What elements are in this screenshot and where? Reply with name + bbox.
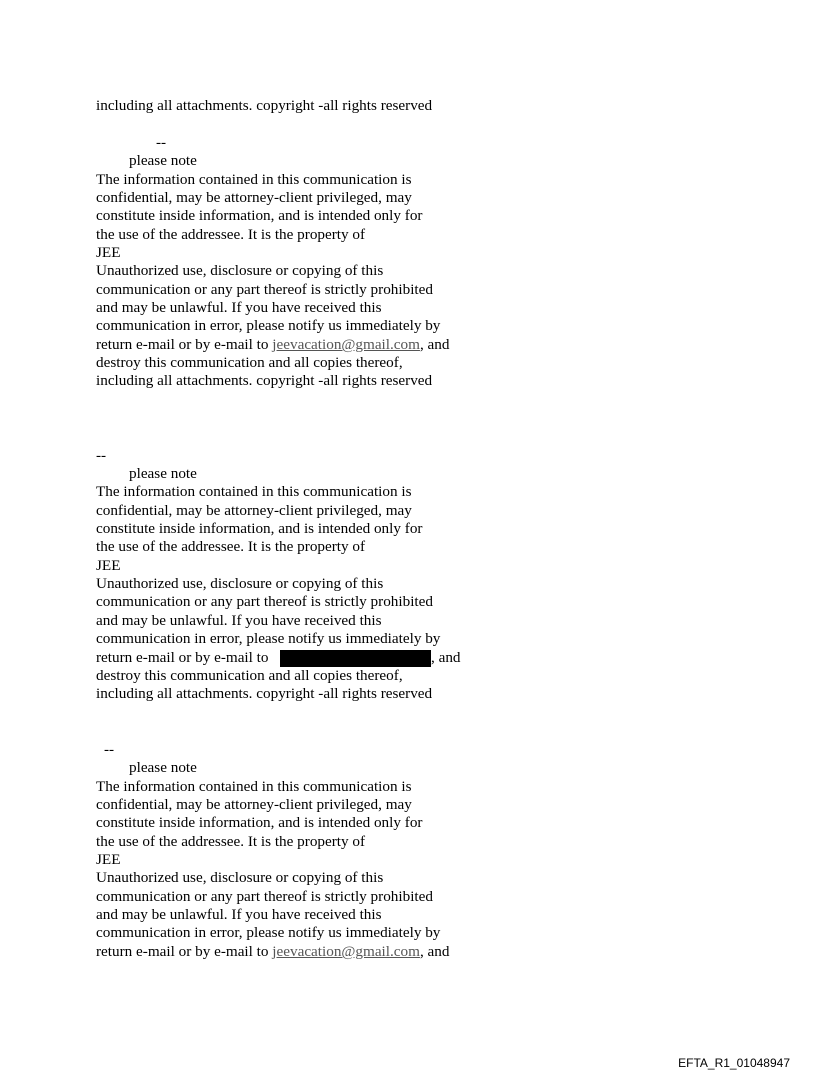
disclaimer-line: JEE (96, 557, 121, 574)
email-link[interactable]: jeevacation@gmail.com (272, 943, 420, 960)
email-line (96, 336, 449, 354)
email-suffix: , and (431, 649, 461, 666)
email-prefix: return e-mail or by e-mail to (96, 649, 269, 666)
please-note-heading: please note (129, 759, 197, 776)
email-suffix: , and (419, 943, 450, 960)
disclaimer-line: communication or any part thereof is strictly prohibited (96, 281, 433, 298)
email-suffix: , and (419, 336, 450, 353)
redaction-box (280, 650, 431, 667)
disclaimer-line: including all attachments. copyright -all rights reserved (96, 372, 433, 389)
disclaimer-line: The information contained in this communication is (96, 778, 412, 795)
please-note-heading: please note (129, 465, 197, 482)
disclaimer-line: communication in error, please notify us immediately by (96, 317, 441, 334)
disclaimer-line: confidential, may be attorney-client privileged, may (96, 189, 412, 206)
disclaimer-line: Unauthorized use, disclosure or copying of this (96, 575, 384, 592)
please-note-heading: please note (129, 152, 197, 169)
separator-dash: -- (104, 741, 115, 758)
disclaimer-line: constitute inside information, and is intended only for (96, 207, 423, 224)
email-prefix: return e-mail or by e-mail to (96, 336, 273, 353)
disclaimer-line: JEE (96, 851, 121, 868)
disclaimer-line: destroy this communication and all copies thereof, (96, 667, 403, 684)
disclaimer-line: communication in error, please notify us immediately by (96, 924, 441, 941)
disclaimer-line: constitute inside information, and is intended only for (96, 814, 423, 831)
disclaimer-line: constitute inside information, and is intended only for (96, 520, 423, 537)
disclaimer-line: including all attachments. copyright -all rights reserved (96, 685, 433, 702)
disclaimer-line: The information contained in this communication is (96, 483, 412, 500)
disclaimer-line: communication or any part thereof is strictly prohibited (96, 593, 433, 610)
disclaimer-line: communication or any part thereof is strictly prohibited (96, 888, 433, 905)
disclaimer-line: the use of the addressee. It is the property of (96, 538, 366, 555)
disclaimer-line: confidential, may be attorney-client privileged, may (96, 796, 412, 813)
separator-dash: -- (156, 134, 167, 151)
disclaimer-line: communication in error, please notify us immediately by (96, 630, 441, 647)
disclaimer-line: Unauthorized use, disclosure or copying of this (96, 869, 384, 886)
disclaimer-line: confidential, may be attorney-client privileged, may (96, 502, 412, 519)
email-prefix: return e-mail or by e-mail to (96, 943, 273, 960)
disclaimer-line: the use of the addressee. It is the property of (96, 226, 366, 243)
disclaimer-line: Unauthorized use, disclosure or copying of this (96, 262, 384, 279)
disclaimer-line: The information contained in this communication is (96, 171, 412, 188)
disclaimer-line: the use of the addressee. It is the property of (96, 833, 366, 850)
disclaimer-line: including all attachments. copyright -all rights reserved (96, 97, 433, 114)
document-id-footer: EFTA_R1_01048947 (678, 1056, 790, 1070)
disclaimer-line: JEE (96, 244, 121, 261)
separator-dash: -- (96, 447, 107, 464)
disclaimer-line: and may be unlawful. If you have received this (96, 906, 382, 923)
email-link[interactable]: jeevacation@gmail.com (272, 336, 420, 353)
disclaimer-line: destroy this communication and all copies thereof, (96, 354, 403, 371)
disclaimer-line: and may be unlawful. If you have received this (96, 299, 382, 316)
email-line (96, 943, 449, 961)
disclaimer-line: and may be unlawful. If you have received this (96, 612, 382, 629)
